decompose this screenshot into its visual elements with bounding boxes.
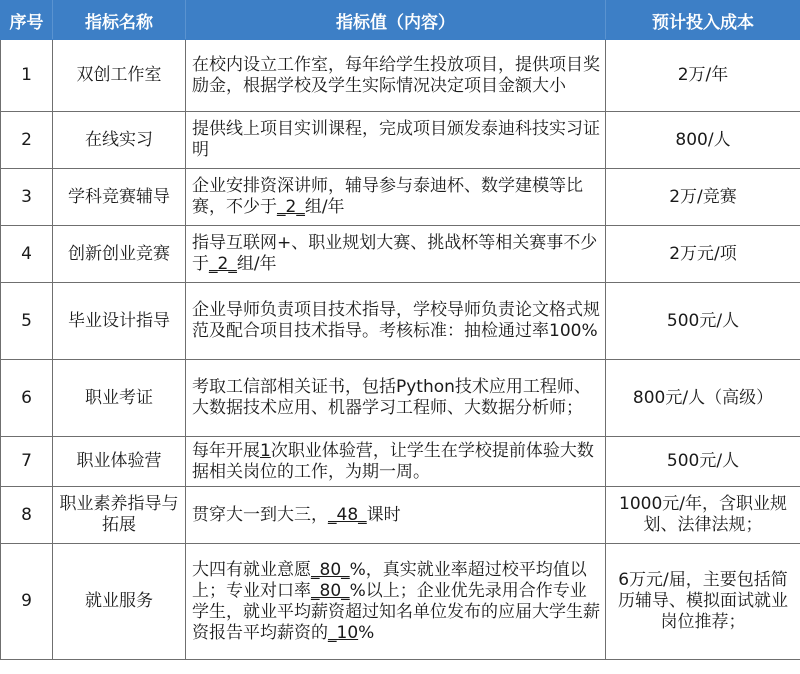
- row-value: 每年开展1次职业体验营，让学生在学校提前体验大数据相关岗位的工作，为期一周。: [186, 437, 606, 487]
- header-indicator-value: 指标值（内容）: [186, 1, 606, 40]
- table-row: [1, 283, 800, 360]
- row-value: 提供线上项目实训课程，完成项目颁发泰迪科技实习证明: [186, 112, 606, 169]
- header-indicator-name: 指标名称: [53, 1, 186, 40]
- row-index: 2: [1, 112, 53, 169]
- row-cost: 1000元/年，含职业规划、法律法规；: [606, 487, 800, 544]
- header-estimated-cost: 预计投入成本: [606, 1, 800, 40]
- row-index: 5: [1, 283, 53, 360]
- row-index: 8: [1, 487, 53, 544]
- row-index: 7: [1, 437, 53, 487]
- row-name: 就业服务: [53, 544, 186, 660]
- table-row: [1, 169, 800, 226]
- row-index: 6: [1, 360, 53, 437]
- row-name: 在线实习: [53, 112, 186, 169]
- row-name: 双创工作室: [53, 40, 186, 112]
- row-value: 企业安排资深讲师，辅导参与泰迪杯、数学建模等比赛，不少于_2_组/年: [186, 169, 606, 226]
- row-cost: 6万元/届，主要包括简历辅导、模拟面试就业岗位推荐；: [606, 544, 800, 660]
- table-row: [1, 544, 800, 660]
- table-row: [1, 112, 800, 169]
- row-name: 职业考证: [53, 360, 186, 437]
- header-row: [1, 1, 800, 40]
- table-row: [1, 437, 800, 487]
- row-name: 创新创业竞赛: [53, 226, 186, 283]
- row-index: 9: [1, 544, 53, 660]
- row-value: 指导互联网+、职业规划大赛、挑战杯等相关赛事不少于_2_组/年: [186, 226, 606, 283]
- row-value: 大四有就业意愿_80_%，真实就业率超过校平均值以上；专业对口率_80_%以上；企业优先录用合作专业学生，就业平均薪资超过知名单位发布的应届大学生薪资报告平均薪资的_10%: [186, 544, 606, 660]
- row-cost: 800元/人（高级）: [606, 360, 800, 437]
- row-value: 在校内设立工作室，每年给学生投放项目，提供项目奖励金，根据学校及学生实际情况决定项目金额大小: [186, 40, 606, 112]
- row-index: 3: [1, 169, 53, 226]
- header-index: 序号: [1, 1, 53, 40]
- table-row: [1, 40, 800, 112]
- row-name: 职业素养指导与拓展: [53, 487, 186, 544]
- row-index: 1: [1, 40, 53, 112]
- row-value: 贯穿大一到大三，_48_课时: [186, 487, 606, 544]
- row-name: 毕业设计指导: [53, 283, 186, 360]
- row-value: 考取工信部相关证书，包括Python技术应用工程师、大数据技术应用、机器学习工程师、大数据分析师；: [186, 360, 606, 437]
- row-cost: 2万/年: [606, 40, 800, 112]
- row-cost: 500元/人: [606, 283, 800, 360]
- row-cost: 2万元/项: [606, 226, 800, 283]
- row-name: 学科竞赛辅导: [53, 169, 186, 226]
- table-row: [1, 360, 800, 437]
- table-row: [1, 226, 800, 283]
- row-cost: 500元/人: [606, 437, 800, 487]
- row-cost: 2万/竞赛: [606, 169, 800, 226]
- row-name: 职业体验营: [53, 437, 186, 487]
- table-row: [1, 487, 800, 544]
- row-value: 企业导师负责项目技术指导，学校导师负责论文格式规范及配合项目技术指导。考核标准：抽检通过率100%: [186, 283, 606, 360]
- row-cost: 800/人: [606, 112, 800, 169]
- row-index: 4: [1, 226, 53, 283]
